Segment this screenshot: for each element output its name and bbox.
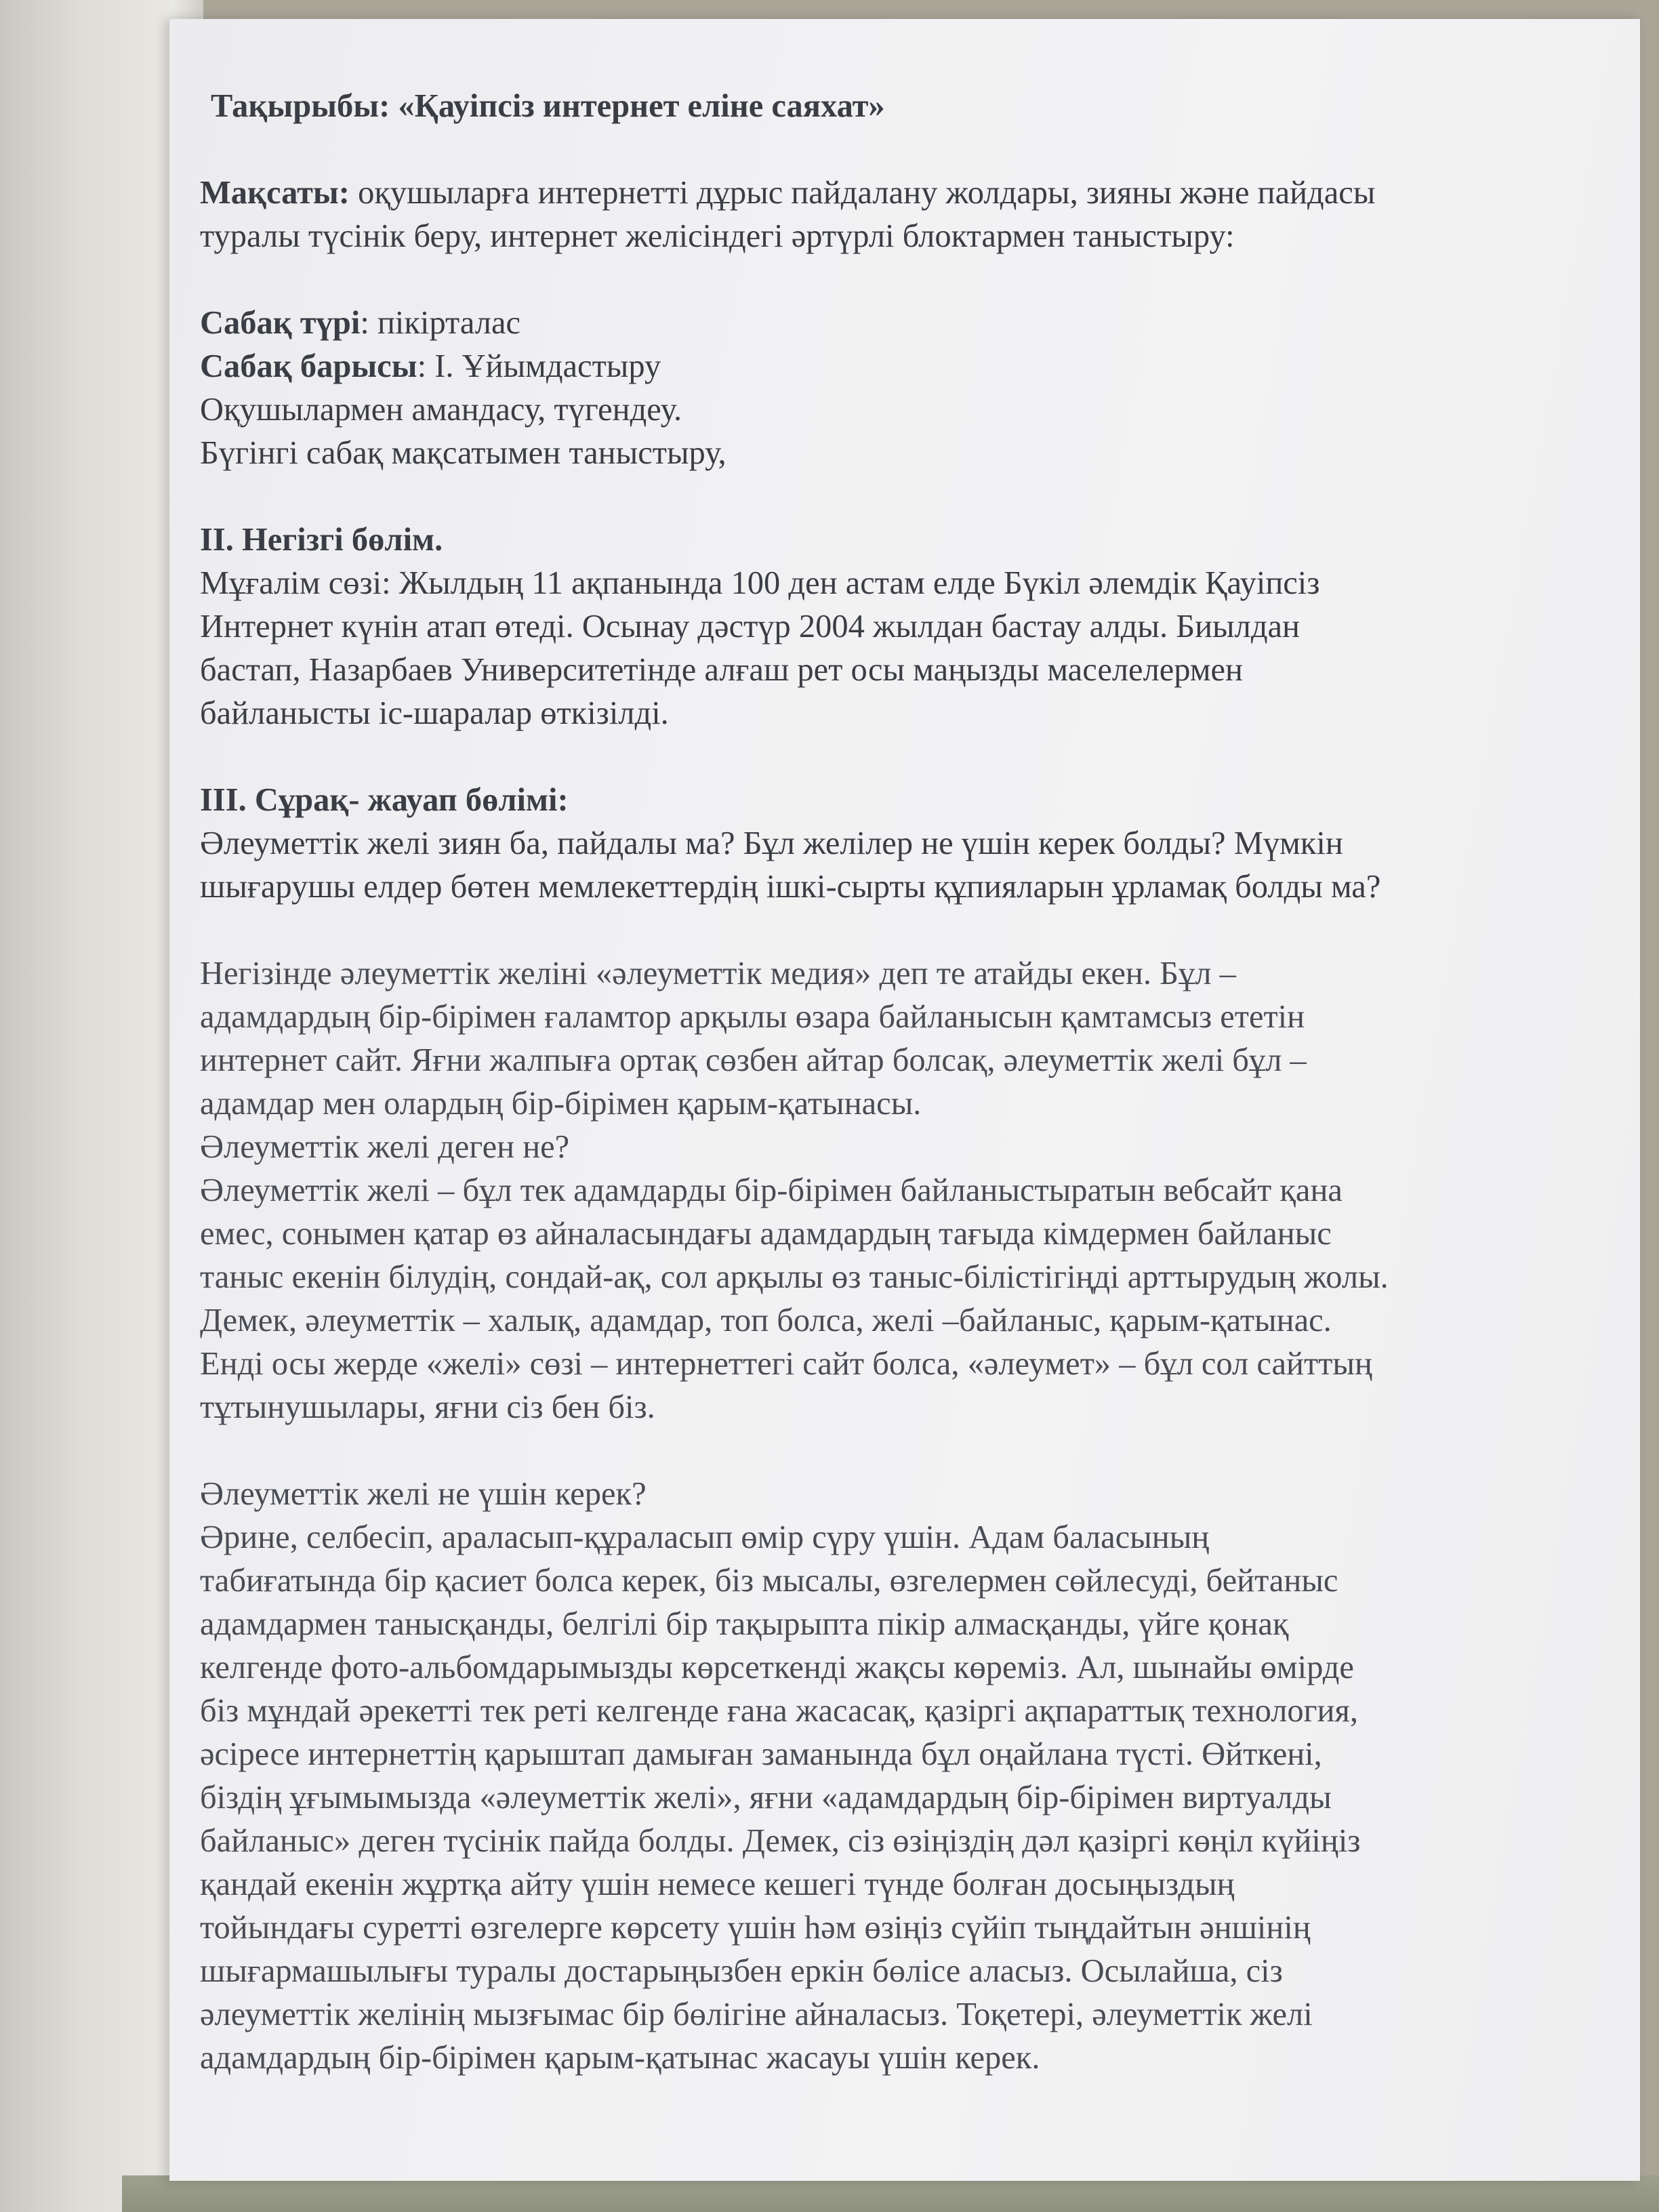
text-line: келгенде фото-альбомдарымызды көрсеткенді жақсы көреміз. Ал, шынайы өмірде	[200, 1650, 1354, 1685]
text-line: Негізінде әлеуметтік желіні «әлеуметтік медия» деп те атайды екен. Бұл –	[200, 956, 1236, 991]
text-line: Әлеуметтік желі – бұл тек адамдарды бір-бірімен байланыстыратын вебсайт қана	[200, 1172, 1343, 1208]
text-line: адамдармен танысқанды, белгілі бір тақырыпта пікір алмасқанды, үйге қонақ	[200, 1606, 1289, 1642]
why-needed-paragraph	[200, 1473, 1542, 2080]
text-line: емес, сонымен қатар өз айналасындағы адамдардың тағыда кімдермен байланыс	[200, 1216, 1332, 1252]
lesson-course-label: Сабақ барысы	[200, 348, 417, 384]
aim-paragraph	[200, 171, 1542, 215]
text-line: таныс екенін білудің, сондай-ақ, сол арқылы өз таныс-білістігіңді арттырудың жолы.	[200, 1259, 1389, 1295]
text-line: Әлеуметтік желі деген не?	[200, 1129, 570, 1165]
document-title: Тақырыбы: «Қауіпсіз интернет еліне саяхат»	[211, 88, 885, 124]
text-line: Демек, әлеуметтік – халық, адамдар, топ болса, желі –байланыс, қарым-қатынас.	[200, 1303, 1332, 1338]
text-line: Әлеуметтік желі не үшін керек?	[200, 1476, 647, 1512]
text-line: Әлеуметтік желі зиян ба, пайдалы ма? Бұл желілер не үшін керек болды? Мүмкін	[200, 825, 1343, 861]
text-line: қандай екенін жұртқа айту үшін немесе кешегі түнде болған досыңыздың	[200, 1866, 1235, 1902]
text-line: шығармашылығы туралы достарыңызбен еркін бөлісе аласыз. Осылайша, сіз	[200, 1953, 1283, 1989]
text-line: бастап, Назарбаев Университетінде алғаш рет осы маңызды маселелермен	[200, 652, 1243, 688]
section2-heading: ІІ. Негізгі бөлім.	[200, 522, 443, 558]
text-line: біздің ұғымымызда «әлеуметтік желі», яғни «адамдардың бір-бірімен виртуалды	[200, 1780, 1332, 1816]
text-line: шығарушы елдер бөтен мемлекеттердің ішкі-сырты құпияларын ұрламақ болды ма?	[200, 869, 1381, 905]
text-line: Мұғалім сөзі: Жылдың 11 ақпанында 100 ден астам елде Бүкіл әлемдік Қауіпсіз	[200, 565, 1320, 601]
text-line: байланыс» деген түсінік пайда болды. Демек, сіз өзіңіздің дәл қазіргі көңіл күйіңіз	[200, 1823, 1361, 1859]
intro-line: Бүгінгі сабақ мақсатымен таныстыру,	[200, 435, 726, 471]
text-line: адамдардың бір-бірімен ғаламтор арқылы өзара байланысын қамтамсыз ететін	[200, 999, 1305, 1035]
lesson-type	[200, 302, 1542, 345]
text-line: интернет сайт. Яғни жалпыға ортақ сөзбен айтар болсақ, әлеуметтік желі бұл –	[200, 1042, 1307, 1078]
lesson-type-label: Сабақ түрі	[200, 305, 361, 341]
text-line: әлеуметтік желінің мызғымас бір бөлігіне айналасыз. Тоқетері, әлеуметтік желі	[200, 1996, 1313, 2032]
text-line: адамдардың бір-бірімен қарым-қатынас жасауы үшін керек.	[200, 2040, 1040, 2076]
lesson-type-text: : пікірталас	[360, 305, 521, 341]
text-line: табиғатында бір қасиет болса керек, біз мысалы, өзгелермен сөйлесуді, бейтаныс	[200, 1563, 1338, 1599]
text-line: адамдар мен олардың бір-бірімен қарым-қатынасы.	[200, 1086, 922, 1122]
lesson-course	[200, 345, 1542, 388]
text-line: тойындағы суретті өзгелерге көрсету үшін һәм өзіңіз сүйіп тыңдайтын әншінің	[200, 1910, 1311, 1946]
section3-heading: ІІІ. Сұрақ- жауап бөлімі:	[200, 782, 569, 818]
aim-label: Мақсаты:	[200, 175, 350, 211]
text-line: тұтынушылары, яғни сіз бен біз.	[200, 1389, 655, 1425]
aim-text: оқушыларға интернетті дұрыс пайдалану жолдары, зияны және пайдасы	[349, 175, 1376, 211]
greeting-line: Оқушылармен амандасу, түгендеу.	[200, 392, 682, 428]
lesson-course-text: : І. Ұйымдастыру	[417, 348, 661, 384]
section3-questions	[200, 822, 1542, 909]
text-line: әсіресе интернеттің қарыштап дамыған заманында бұл оңайлана түсті. Өйткені,	[200, 1736, 1322, 1772]
text-line: Енді осы жерде «желі» сөзі – интернеттегі сайт болса, «әлеумет» – бұл сол сайттың	[200, 1346, 1372, 1382]
social-media-paragraph	[200, 952, 1542, 1429]
text-line: Интернет күнін атап өтеді. Осынау дәстүр 2004 жылдан бастау алды. Биылдан	[200, 609, 1300, 644]
table-surface	[122, 2175, 1659, 2212]
document-body	[200, 85, 1542, 2080]
text-line: Әрине, селбесіп, араласып-құраласып өмір сүру үшін. Адам баласының	[200, 1519, 1210, 1555]
aim-text-continued: туралы түсінік беру, интернет желісіндегі әртүрлі блоктармен таныстыру:	[200, 218, 1235, 254]
text-line: байланысты іс-шаралар өткізілді.	[200, 695, 669, 731]
text-line: біз мұндай әрекетті тек реті келгенде ғана жасасақ, қазіргі ақпараттық технология,	[200, 1693, 1358, 1729]
section2-paragraph	[200, 562, 1542, 735]
